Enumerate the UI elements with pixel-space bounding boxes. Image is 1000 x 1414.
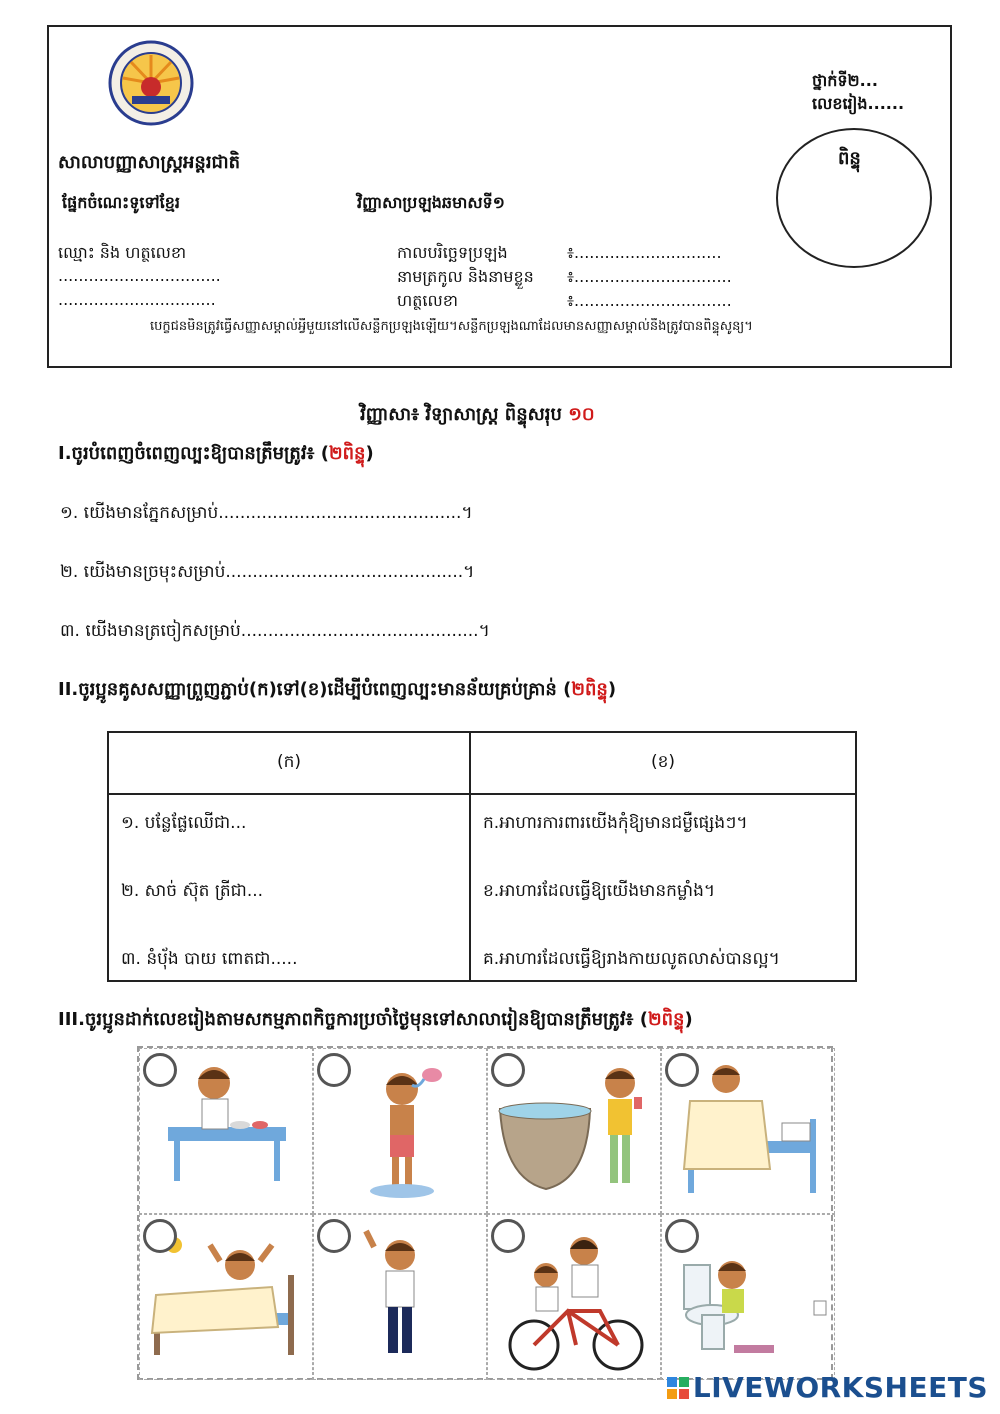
grade-label: ថ្នាក់ទី២... [812, 71, 878, 90]
exam-name: វិញ្ញាសាប្រឡងឆមាសទី១ [357, 193, 505, 212]
question-1-1[interactable]: ១. យើងមានភ្នែកសម្រាប់.............................................។ [60, 503, 473, 523]
liveworksheets-text: LIVEWORKSHEETS [692, 1371, 988, 1404]
full-name-field[interactable]: ៖............................... [567, 267, 732, 286]
section3-close: ) [684, 1009, 693, 1030]
picture-waking-up [139, 1214, 313, 1380]
section1-close: ) [365, 443, 374, 464]
column-a-header: (ក) [108, 732, 470, 794]
picture-making-bed [661, 1048, 835, 1214]
activity-picture-grid [137, 1046, 833, 1380]
match-left-item[interactable]: ៣. នំបុ័ង បាយ ពោតជា..... [121, 949, 298, 969]
picture-using-toilet [661, 1214, 835, 1380]
section3-title-text: III.ចូរប្អូនដាក់លេខរៀងតាមសកម្មភាពកិច្ចការប្រចាំថ្ងៃមុនទៅសាលារៀនឱ្យបានត្រឹមត្រូវ៖ ( [58, 1009, 648, 1030]
full-name-label: នាមត្រកូល និងនាមខ្លួន [397, 267, 534, 286]
total-score: ១០ [568, 404, 595, 425]
answer-circle[interactable] [143, 1053, 177, 1087]
section2-title [58, 677, 616, 704]
section1-title [58, 441, 374, 468]
department-name: ផ្នែកចំណេះទូទៅខ្មែរ [62, 193, 180, 212]
answer-circle[interactable] [665, 1053, 699, 1087]
match-left-item[interactable]: ១. បន្លែផ្លែឈើជា... [121, 813, 247, 833]
question-1-3[interactable]: ៣. យើងមានត្រចៀកសម្រាប់............................................។ [60, 621, 490, 641]
exam-date-label: កាលបរិច្ឆេទប្រឡង [397, 243, 508, 262]
match-right-item[interactable]: គ.អាហារដែលធ្វើឱ្យរាងកាយលូតលាស់បានល្អ។ [483, 949, 780, 969]
liveworksheets-mark-icon [667, 1377, 689, 1399]
liveworksheets-logo [667, 1371, 988, 1404]
picture-bathing [313, 1048, 487, 1214]
exam-date-field[interactable]: ៖............................. [567, 243, 722, 262]
section1-title-text: I.ចូរបំពេញចំពេញល្បះឱ្យបានត្រឹមត្រូវ៖ ( [58, 443, 329, 464]
signature-label: ហត្ថលេខា [397, 291, 458, 310]
answer-circle[interactable] [491, 1219, 525, 1253]
lesson-number-label: លេខរៀង...... [812, 94, 905, 113]
section2-title-text: II.ចូរប្អូនគូសសញ្ញាព្រួញភ្ជាប់(ក)ទៅ(ខ)ដើម្បីបំពេញល្បះមានន័យគ្រប់គ្រាន់ ( [58, 679, 572, 700]
name-signature-label: ឈ្មោះ និង ហត្ថលេខា [58, 243, 187, 262]
match-left-item[interactable]: ២. សាច់ ស៊ុត ត្រីជា... [121, 881, 264, 901]
answer-circle[interactable] [665, 1219, 699, 1253]
subject-title-text: វិញ្ញាសា៖ វិទ្យាសាស្ត្រ ពិន្ទុសរុប [360, 404, 569, 425]
match-right-item[interactable]: ក.អាហារការពារយើងកុំឱ្យមានជម្ងឺផ្សេងៗ។ [483, 813, 748, 833]
matching-table [107, 731, 857, 982]
question-1-2[interactable]: ២. យើងមានច្រមុះសម្រាប់............................................។ [60, 562, 475, 582]
picture-brushing-teeth [487, 1048, 661, 1214]
exam-notice: បេក្ខជនមិនត្រូវធ្វើសញ្ញាសម្គាល់អ្វីមួយនៅលើសន្លឹកប្រឡងឡើយ។សន្លឹកប្រឡងណាដែលមានសញ្ញាសម្គាល់នឹងត្រូវបានពិន្ទុសូន្យ។ [150, 319, 753, 334]
column-b-items [470, 794, 856, 981]
answer-circle[interactable] [317, 1053, 351, 1087]
score-label: ពិន្ទុ [838, 148, 861, 169]
column-b-header: (ខ) [470, 732, 856, 794]
school-name: សាលាបញ្ញាសាស្ត្រអន្តរជាតិ [58, 152, 241, 173]
answer-circle[interactable] [143, 1219, 177, 1253]
section2-points: ២ពិន្ទុ [571, 679, 608, 700]
name-field-dots-2[interactable]: ............................... [58, 290, 216, 309]
picture-cycling-to-school [487, 1214, 661, 1380]
match-right-item[interactable]: ខ.អាហារដែលធ្វើឱ្យយើងមានកម្លាំង។ [483, 881, 716, 901]
picture-eating-breakfast [139, 1048, 313, 1214]
subject-title [360, 402, 595, 429]
section3-title [58, 1007, 693, 1034]
name-field-dots[interactable]: ................................ [58, 266, 221, 285]
section1-points: ២ពិន្ទុ [328, 443, 366, 464]
section2-close: ) [607, 679, 617, 700]
column-a-items [108, 794, 470, 981]
school-seal-icon [108, 40, 194, 126]
answer-circle[interactable] [491, 1053, 525, 1087]
picture-dressing-uniform [313, 1214, 487, 1380]
signature-field[interactable]: ៖............................... [567, 291, 732, 310]
answer-circle[interactable] [317, 1219, 351, 1253]
section3-points: ២ពិន្ទុ [647, 1009, 685, 1030]
